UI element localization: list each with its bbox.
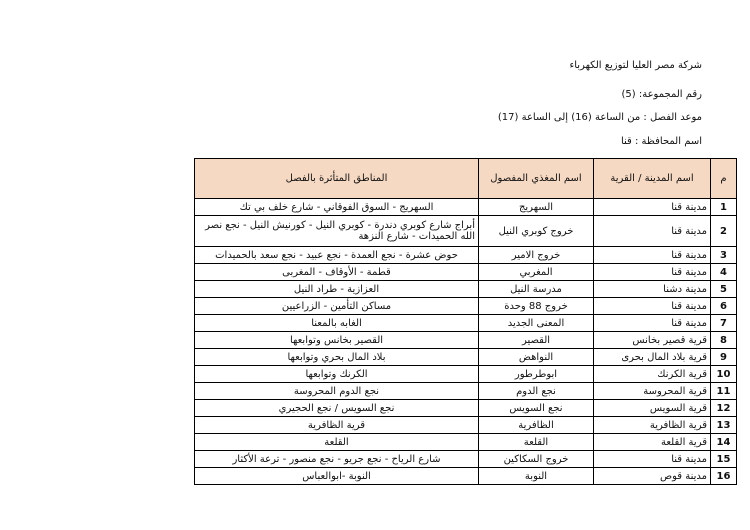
city-cell: قرية القلعة — [594, 434, 711, 451]
city-cell: مدينة قنا — [594, 451, 711, 468]
areas-cell: قرية الظافرية — [195, 417, 479, 434]
feeder-cell: السهريج — [479, 199, 594, 216]
row-number: 4 — [711, 264, 737, 281]
group-number: رقم المجموعة: (5) — [621, 89, 702, 100]
areas-cell: أبراج شارع كوبري دندرة - كوبري النيل - كورنيش النيل - نجع نصر الله الحميدات - شارع النزهة — [195, 216, 479, 247]
city-cell: قرية الكرنك — [594, 366, 711, 383]
feeder-cell: نجع السويس — [479, 400, 594, 417]
outage-schedule-table — [194, 158, 737, 485]
column-header-city: اسم المدينة / القرية — [594, 159, 711, 199]
feeder-cell: النوبة — [479, 468, 594, 485]
column-header-areas: المناطق المتأثرة بالفصل — [195, 159, 479, 199]
row-number: 14 — [711, 434, 737, 451]
row-number: 15 — [711, 451, 737, 468]
areas-cell: الكرنك وتوابعها — [195, 366, 479, 383]
cutoff-time: موعد الفصل : من الساعة (16) إلى الساعة (17) — [497, 112, 702, 123]
areas-cell: الغابه بالمعنا — [195, 315, 479, 332]
row-number: 3 — [711, 247, 737, 264]
table-row — [195, 349, 737, 366]
table-row — [195, 417, 737, 434]
feeder-cell: خروج 88 وحدة — [479, 298, 594, 315]
feeder-cell: خروج كوبري النيل — [479, 216, 594, 247]
column-header-num: م — [711, 159, 737, 199]
company-name: شركة مصر العليا لتوزيع الكهرباء — [569, 60, 702, 71]
table-row — [195, 315, 737, 332]
feeder-cell: القصير — [479, 332, 594, 349]
city-cell: مدينة دشنا — [594, 281, 711, 298]
city-cell: مدينة قنا — [594, 247, 711, 264]
row-number: 12 — [711, 400, 737, 417]
areas-cell: نجع الدوم المحروسة — [195, 383, 479, 400]
table-row — [195, 451, 737, 468]
city-cell: مدينة قنا — [594, 199, 711, 216]
city-cell: مدينة قنا — [594, 264, 711, 281]
row-number: 10 — [711, 366, 737, 383]
feeder-cell: خروج السكاكين — [479, 451, 594, 468]
city-cell: مدينة قنا — [594, 298, 711, 315]
row-number: 11 — [711, 383, 737, 400]
row-number: 8 — [711, 332, 737, 349]
areas-cell: مساكن التأمين - الزراعيين — [195, 298, 479, 315]
table-header-row — [195, 159, 737, 199]
table-row — [195, 216, 737, 247]
table-row — [195, 247, 737, 264]
city-cell: قرية بلاد المال بحرى — [594, 349, 711, 366]
governorate-name: اسم المحافظة : قنا — [620, 136, 702, 147]
city-cell: قرية قصير بخانس — [594, 332, 711, 349]
row-number: 6 — [711, 298, 737, 315]
feeder-cell: القلعة — [479, 434, 594, 451]
feeder-cell: الظافرية — [479, 417, 594, 434]
row-number: 2 — [711, 216, 737, 247]
city-cell: قرية المحروسة — [594, 383, 711, 400]
feeder-cell: المغربي — [479, 264, 594, 281]
city-cell: مدينة قنا — [594, 216, 711, 247]
table-row — [195, 281, 737, 298]
areas-cell: بلاد المال بحري وتوابعها — [195, 349, 479, 366]
row-number: 5 — [711, 281, 737, 298]
city-cell: قرية الظافرية — [594, 417, 711, 434]
areas-cell: القلعة — [195, 434, 479, 451]
table-row — [195, 199, 737, 216]
table-row — [195, 468, 737, 485]
feeder-cell: ابوطرطور — [479, 366, 594, 383]
row-number: 7 — [711, 315, 737, 332]
areas-cell: قطمة - الأوقاف - المغربى — [195, 264, 479, 281]
table-row — [195, 332, 737, 349]
row-number: 1 — [711, 199, 737, 216]
areas-cell: القصير بخانس وتوابعها — [195, 332, 479, 349]
areas-cell: حوض عشرة - نجع العمدة - نجع عبيد - نجع سعد بالحميدات — [195, 247, 479, 264]
city-cell: مدينة قوص — [594, 468, 711, 485]
feeder-cell: النواهض — [479, 349, 594, 366]
row-number: 13 — [711, 417, 737, 434]
areas-cell: شارع الرياح - نجع جريو - نجع منصور - ترعة الأكثار — [195, 451, 479, 468]
areas-cell: النوبة -ابوالعباس — [195, 468, 479, 485]
city-cell: مدينة قنا — [594, 315, 711, 332]
feeder-cell: خروج الامير — [479, 247, 594, 264]
column-header-feeder: اسم المغذي المفصول — [479, 159, 594, 199]
table-row — [195, 298, 737, 315]
areas-cell: نجع السويس / نجع الحجيري — [195, 400, 479, 417]
table-row — [195, 383, 737, 400]
areas-cell: العزازية - طراد النيل — [195, 281, 479, 298]
row-number: 16 — [711, 468, 737, 485]
areas-cell: السهريج - السوق الفوقاني - شارع خلف بي تك — [195, 199, 479, 216]
table-row — [195, 264, 737, 281]
city-cell: قرية السويس — [594, 400, 711, 417]
table-row — [195, 366, 737, 383]
table-row — [195, 434, 737, 451]
row-number: 9 — [711, 349, 737, 366]
feeder-cell: نجع الدوم — [479, 383, 594, 400]
table-row — [195, 400, 737, 417]
feeder-cell: المعنى الجديد — [479, 315, 594, 332]
feeder-cell: مدرسة النيل — [479, 281, 594, 298]
